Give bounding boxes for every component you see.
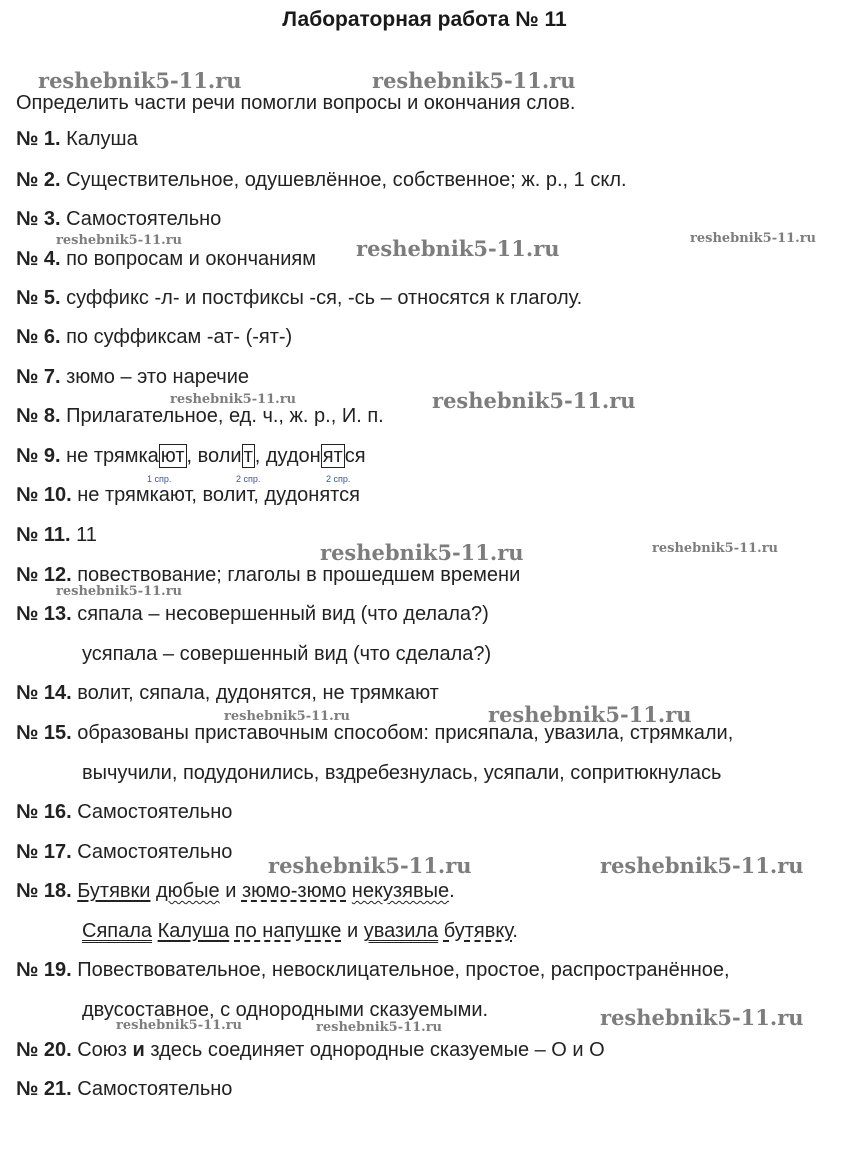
item-text: Повествовательное, невосклицательное, простое, распространённое,	[77, 959, 730, 981]
item-text: Прилагательное, ед. ч., ж. р., И. п.	[66, 405, 384, 427]
ending-box: т	[243, 445, 253, 467]
item-text: Существительное, одушевлённое, собственное; ж. р., 1 скл.	[66, 169, 627, 191]
item-text: Калуша	[66, 128, 138, 150]
item-text: сяпала – несовершенный вид (что делала?)	[77, 603, 489, 625]
item-number: № 14.	[16, 682, 72, 704]
sentence-end: .	[512, 920, 518, 942]
item-text: Союз	[77, 1039, 133, 1061]
item-text: Самостоятельно	[77, 801, 233, 823]
item-text: не трямкают, волит, дудонятся	[77, 484, 360, 506]
predicate-word: дюбые	[156, 880, 220, 902]
item-19-line-2: двусоставное, с однородными сказуемыми.	[82, 999, 489, 1021]
item-text: зюмо – это наречие	[66, 366, 249, 388]
verb-text: , воли	[186, 445, 242, 467]
item-text: 11	[76, 524, 97, 546]
item-number: № 4.	[16, 248, 61, 270]
item-13	[16, 601, 489, 627]
ending-box: ят	[322, 445, 343, 467]
watermark: reshebnik5-11.ru	[488, 702, 692, 727]
item-19	[16, 957, 730, 983]
watermark: reshebnik5-11.ru	[316, 1020, 443, 1035]
watermark: reshebnik5-11.ru	[600, 1005, 804, 1030]
item-3	[16, 206, 221, 232]
item-6	[16, 324, 292, 350]
item-text: Самостоятельно	[77, 841, 233, 863]
item-text: повествование; глаголы в прошедшем времени	[77, 564, 521, 586]
conjugation-note: 2 спр.	[326, 474, 351, 484]
item-text: Самостоятельно	[66, 208, 222, 230]
watermark: reshebnik5-11.ru	[600, 853, 804, 878]
watermark: reshebnik5-11.ru	[432, 388, 636, 413]
subject-word: Бутявки	[77, 880, 151, 902]
predicate-word: некузявые	[351, 880, 450, 902]
item-text: Самостоятельно	[77, 1078, 233, 1100]
item-number: № 7.	[16, 366, 61, 388]
conjunction-bold: и	[132, 1039, 145, 1061]
item-text: по суффиксам -ат- (-ят-)	[66, 326, 293, 348]
sentence-end: .	[449, 880, 455, 902]
predicate-word: Сяпала	[82, 920, 153, 942]
item-text: образованы приставочным способом: присяпала, увазила, стрямкали,	[77, 722, 734, 744]
item-number: № 9.	[16, 445, 61, 467]
conjunction-word: и	[225, 880, 237, 902]
item-18	[16, 878, 455, 904]
watermark: reshebnik5-11.ru	[56, 584, 183, 599]
item-11	[16, 522, 97, 548]
item-7	[16, 364, 249, 390]
item-16	[16, 799, 232, 825]
watermark: reshebnik5-11.ru	[652, 541, 779, 556]
watermark: reshebnik5-11.ru	[38, 68, 242, 93]
watermark: reshebnik5-11.ru	[170, 392, 297, 407]
item-number: № 19.	[16, 959, 72, 981]
item-number: № 8.	[16, 405, 61, 427]
intro-text: Определить части речи помогли вопросы и окончания слов.	[16, 92, 576, 114]
verb-text: ся	[344, 445, 366, 467]
watermark: reshebnik5-11.ru	[56, 233, 183, 248]
item-text: волит, сяпала, дудонятся, не трямкают	[77, 682, 439, 704]
item-17	[16, 839, 232, 865]
item-number: № 3.	[16, 208, 61, 230]
item-number: № 11.	[16, 524, 71, 546]
item-5	[16, 285, 582, 311]
object-word: бутявку	[443, 920, 513, 942]
subject-word: Калуша	[157, 920, 230, 942]
item-number: № 17.	[16, 841, 72, 863]
item-10	[16, 482, 360, 508]
watermark: reshebnik5-11.ru	[356, 236, 560, 261]
conjunction-word: и	[347, 920, 359, 942]
verb-text: , дудон	[254, 445, 321, 467]
item-number: № 13.	[16, 603, 72, 625]
predicate-word: увазила	[363, 920, 439, 942]
watermark: reshebnik5-11.ru	[224, 709, 351, 724]
item-9	[16, 443, 366, 469]
adverb-word: зюмо-зюмо	[241, 880, 347, 902]
item-number: № 15.	[16, 722, 72, 744]
item-text: здесь соединяет однородные сказуемые – О и О	[144, 1039, 605, 1061]
item-number: № 16.	[16, 801, 72, 823]
item-number: № 12.	[16, 564, 72, 586]
watermark: reshebnik5-11.ru	[372, 68, 576, 93]
item-number: № 6.	[16, 326, 61, 348]
item-4	[16, 246, 316, 272]
item-18-line-2	[82, 918, 518, 944]
item-number: № 18.	[16, 880, 72, 902]
adverbial-phrase: по напушке	[234, 920, 342, 942]
page-title: Лабораторная работа № 11	[282, 8, 567, 31]
item-number: № 20.	[16, 1039, 72, 1061]
item-number: № 21.	[16, 1078, 72, 1100]
conjugation-note: 2 спр.	[236, 474, 261, 484]
item-number: № 5.	[16, 287, 61, 309]
watermark: reshebnik5-11.ru	[268, 853, 472, 878]
item-21	[16, 1076, 232, 1102]
item-20	[16, 1037, 605, 1063]
watermark: reshebnik5-11.ru	[116, 1018, 243, 1033]
item-text: по вопросам и окончаниям	[66, 248, 316, 270]
conjugation-note: 1 спр.	[147, 474, 172, 484]
watermark: reshebnik5-11.ru	[320, 540, 524, 565]
item-2	[16, 167, 627, 193]
item-number: № 2.	[16, 169, 61, 191]
item-15-line-2: вычучили, подудонились, вздребезнулась, усяпали, сопритюкнулась	[82, 762, 722, 784]
item-number: № 10.	[16, 484, 72, 506]
verb-text: не трямка	[66, 445, 159, 467]
item-13-line-2: усяпала – совершенный вид (что сделала?)	[82, 643, 492, 665]
item-number: № 1.	[16, 128, 61, 150]
ending-box: ют	[160, 445, 185, 467]
watermark: reshebnik5-11.ru	[690, 231, 817, 246]
item-1	[16, 126, 138, 152]
item-14	[16, 680, 439, 706]
item-text: суффикс -л- и постфиксы -ся, -сь – относятся к глаголу.	[66, 287, 583, 309]
